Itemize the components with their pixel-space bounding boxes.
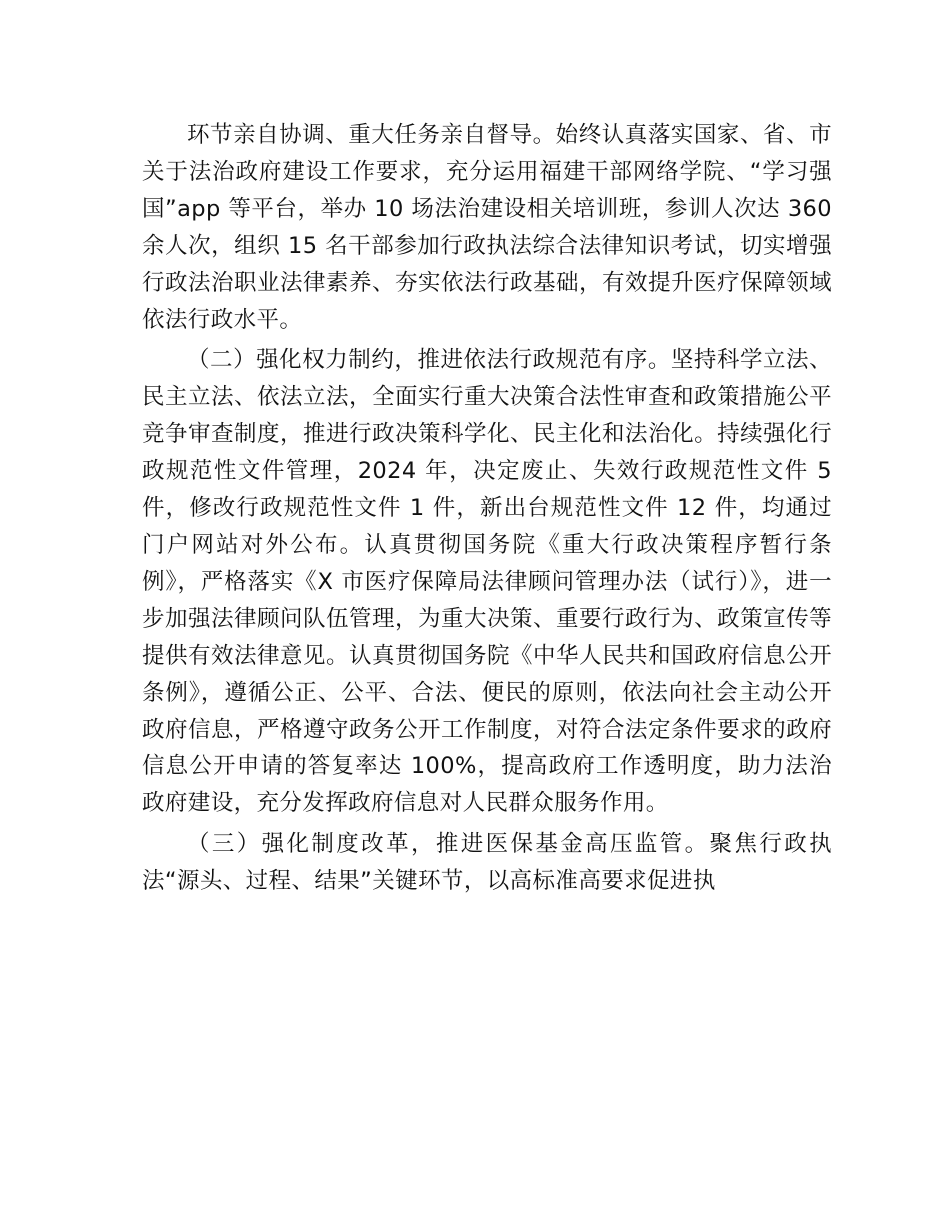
paragraph-3: （三）强化制度改革，推进医保基金高压监管。聚焦行政执法“源头、过程、结果”关键环节，以高标准高要求促进执 bbox=[142, 831, 832, 895]
paragraph-1: 环节亲自协调、重大任务亲自督导。始终认真落实国家、省、市关于法治政府建设工作要求，充分运用福建干部网络学院、“学习强国”app 等平台，举办 10 场法治建设相关培训班，参训人次达 360 余人次，组织 15 名干部参加行政执法综合法律知识考试，切实增强行政法治职业法律素养、夯实依法行政基础，有效提升医疗保障领域依法行政水平。 bbox=[142, 122, 832, 333]
paragraph-2: （二）强化权力制约，推进依法行政规范有序。坚持科学立法、民主立法、依法立法，全面实行重大决策合法性审查和政策措施公平竞争审查制度，推进行政决策科学化、民主化和法治化。持续强化行政规范性文件管理，2024 年，决定废止、失效行政规范性文件 5 件，修改行政规范性文件 1 件，新出台规范性文件 12 件，均通过门户网站对外公布。认真贯彻国务院《重大行政决策程序暂行条例》，严格落实《X 市医疗保障局法律顾问管理办法（试行）》，进一步加强法律顾问队伍管理，为重大决策、重要行政行为、政策宣传等提供有效法律意见。认真贯彻国务院《中华人民共和国政府信息公开条例》，遵循公正、公平、合法、便民的原则，依法向社会主动公开政府信息，严格遵守政务公开工作制度，对符合法定条件要求的政府信息公开申请的答复率达 100%，提高政府工作透明度，助力法治政府建设，充分发挥政府信息对人民群众服务作用。 bbox=[142, 347, 832, 817]
body-text bbox=[142, 117, 832, 900]
